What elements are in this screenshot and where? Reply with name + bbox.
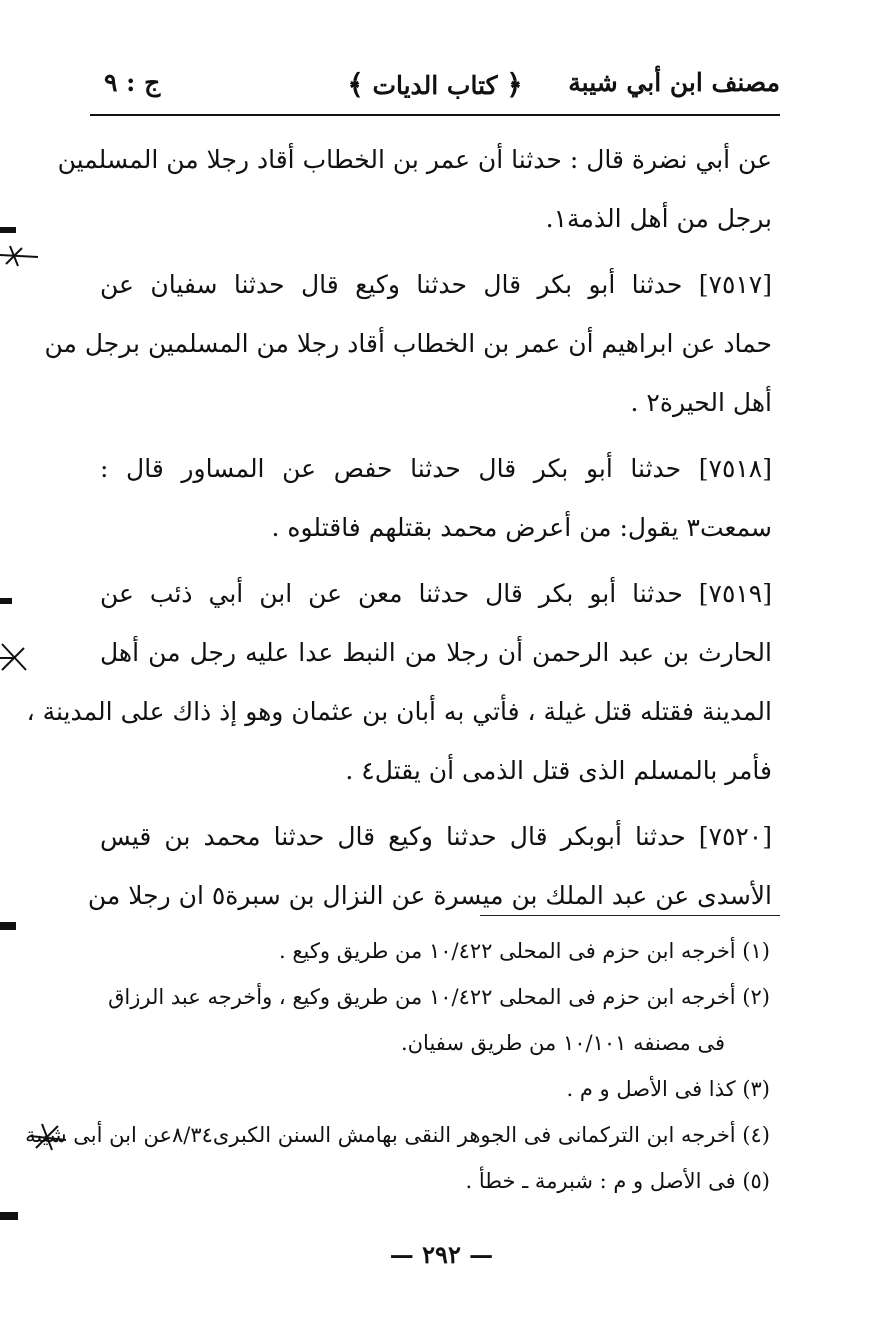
text-line: أهل الحيرة٢ .: [630, 388, 772, 417]
volume-indicator: ج : ٩: [104, 68, 161, 97]
footnote-4: (٤) أخرجه ابن التركمانى فى الجوهر النقى بهامش السنن الكبرى٨/٣٤عن ابن أبى شيبة: [25, 1123, 770, 1147]
text-line: عن أبي نضرة قال : حدثنا أن عمر بن الخطاب أقاد رجلا من المسلمين: [57, 145, 772, 174]
footnote-2-continued: فى مصنفه ١٠/١٠١ من طريق سفيان.: [400, 1031, 725, 1055]
text-line: حماد عن ابراهيم أن عمر بن الخطاب أقاد رجلا من المسلمين برجل من: [44, 329, 772, 358]
text-line: برجل من أهل الذمة١.: [545, 204, 772, 233]
binding-mark: [0, 922, 16, 930]
binding-mark: [0, 598, 12, 604]
hadith-7520-line: [٧٥٢٠] حدثنا أبوبكر قال حدثنا وكيع قال حدثنا محمد بن قيس: [100, 822, 772, 851]
hadith-7517-line: [٧٥١٧] حدثنا أبو بكر قال حدثنا وكيع قال حدثنا سفيان عن: [100, 270, 772, 299]
binding-star-mark: [0, 240, 40, 270]
text-line: سمعت٣ يقول: من أعرض محمد بقتلهم فاقتلوه .: [271, 513, 772, 542]
book-title: مصنف ابن أبي شيبة: [568, 68, 780, 97]
binding-mark: [0, 1212, 18, 1220]
binding-mark: [0, 227, 16, 233]
footnote-separator: [480, 915, 780, 916]
footnote-1: (١) أخرجه ابن حزم فى المحلى ١٠/٤٢٢ من طريق وكيع .: [279, 939, 770, 963]
binding-star-mark: [28, 1120, 68, 1154]
chapter-title: كتاب الديات: [372, 71, 498, 100]
footnotes: [25, 928, 770, 1204]
text-line: الحارث بن عبد الرحمن أن رجلا من النبط عدا عليه رجل من أهل: [100, 638, 772, 667]
text-line: الأسدى عن عبد الملك بن ميسرة عن النزال بن سبرة٥ ان رجلا من: [87, 881, 772, 910]
text-line: المدينة فقتله قتل غيلة ، فأتي به أبان بن عثمان وهو إذ ذاك على المدينة ،: [26, 697, 772, 726]
footnote-2: (٢) أخرجه ابن حزم فى المحلى ١٠/٤٢٢ من طريق وكيع ، وأخرجه عبد الرزاق: [108, 985, 770, 1009]
main-text: [26, 130, 772, 925]
footnote-3: (٣) كذا فى الأصل و م .: [566, 1077, 770, 1101]
page-header: [90, 62, 780, 114]
ornate-bracket-close: ﴾: [347, 68, 364, 101]
header-rule: [90, 114, 780, 116]
hadith-7519-line: [٧٥١٩] حدثنا أبو بكر قال حدثنا معن عن ابن أبي ذئب عن: [100, 579, 772, 608]
footnote-5: (٥) فى الأصل و م : شبرمة ـ خطأ .: [465, 1169, 770, 1193]
chapter-heading: [90, 68, 780, 101]
ornate-bracket-open: ﴿: [506, 68, 523, 101]
page-number: — ٢٩٢ —: [389, 1240, 494, 1269]
hadith-7518-line: [٧٥١٨] حدثنا أبو بكر قال حدثنا حفص عن المساور قال :: [100, 454, 772, 483]
text-line: فأمر بالمسلم الذى قتل الذمى أن يقتل٤ .: [345, 756, 772, 785]
binding-star-mark: [0, 640, 30, 674]
